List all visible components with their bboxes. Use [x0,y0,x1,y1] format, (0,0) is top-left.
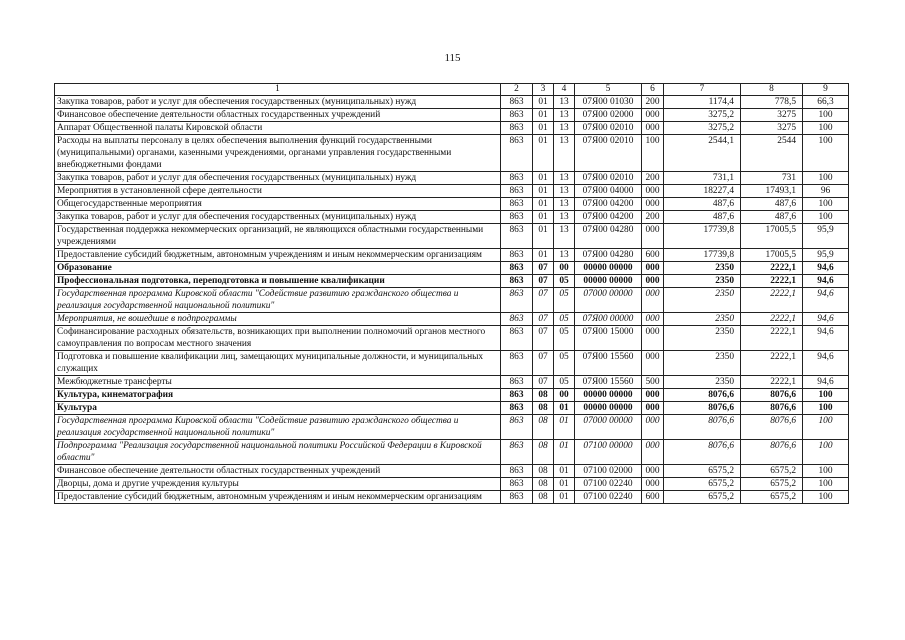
expense-type-cell: 000 [642,465,664,478]
section-cell: 08 [533,440,554,465]
expense-type-cell: 000 [642,185,664,198]
table-row [55,96,849,109]
planned-amount-cell: 8076,6 [664,440,741,465]
subsection-cell: 13 [554,109,575,122]
expense-type-cell: 000 [642,351,664,376]
column-header: 5 [575,84,642,96]
column-header: 6 [642,84,664,96]
item-name-cell: Софинансирование расходных обязательств, возникающих при выполнении полномочий органов местного самоуправления по вопросам местного значения [55,326,501,351]
planned-amount-cell: 2350 [664,262,741,275]
planned-amount-cell: 3275,2 [664,109,741,122]
column-header: 4 [554,84,575,96]
expense-type-cell: 000 [642,402,664,415]
actual-amount-cell: 487,6 [741,198,803,211]
subsection-cell: 05 [554,275,575,288]
planned-amount-cell: 487,6 [664,198,741,211]
item-name-cell: Закупка товаров, работ и услуг для обеспечения государственных (муниципальных) нужд [55,172,501,185]
target-item-cell: 07Я00 04280 [575,224,642,249]
subsection-cell: 01 [554,440,575,465]
column-header: 2 [501,84,533,96]
item-name-cell: Межбюджетные трансферты [55,376,501,389]
subsection-cell: 05 [554,313,575,326]
planned-amount-cell: 2544,1 [664,135,741,172]
admin-code-cell: 863 [501,135,533,172]
item-name-cell: Закупка товаров, работ и услуг для обеспечения государственных (муниципальных) нужд [55,96,501,109]
section-cell: 01 [533,109,554,122]
table-row [55,389,849,402]
planned-amount-cell: 2350 [664,288,741,313]
section-cell: 01 [533,249,554,262]
table-header-row [55,84,849,96]
table-row [55,198,849,211]
item-name-cell: Государственная программа Кировской области "Содействие развитию гражданского общества и реализация государственной национальной политики" [55,288,501,313]
section-cell: 08 [533,415,554,440]
planned-amount-cell: 731,1 [664,172,741,185]
actual-amount-cell: 8076,6 [741,440,803,465]
admin-code-cell: 863 [501,491,533,504]
expense-type-cell: 000 [642,288,664,313]
section-cell: 01 [533,211,554,224]
subsection-cell: 13 [554,249,575,262]
item-name-cell: Мероприятия, не вошедшие в подпрограммы [55,313,501,326]
actual-amount-cell: 2544 [741,135,803,172]
expense-type-cell: 000 [642,415,664,440]
admin-code-cell: 863 [501,326,533,351]
table-row [55,249,849,262]
execution-percent-cell: 100 [803,109,849,122]
planned-amount-cell: 6575,2 [664,478,741,491]
admin-code-cell: 863 [501,262,533,275]
table-row [55,376,849,389]
expense-type-cell: 000 [642,262,664,275]
table-row [55,185,849,198]
actual-amount-cell: 2222,1 [741,275,803,288]
expense-type-cell: 200 [642,211,664,224]
section-cell: 08 [533,491,554,504]
subsection-cell: 13 [554,96,575,109]
admin-code-cell: 863 [501,440,533,465]
item-name-cell: Государственная программа Кировской области "Содействие развитию гражданского общества и реализация государственной национальной политики" [55,415,501,440]
actual-amount-cell: 3275 [741,109,803,122]
planned-amount-cell: 2350 [664,376,741,389]
execution-percent-cell: 100 [803,415,849,440]
target-item-cell: 07100 02240 [575,478,642,491]
table-row [55,491,849,504]
column-header: 3 [533,84,554,96]
item-name-cell: Финансовое обеспечение деятельности областных государственных учреждений [55,109,501,122]
expense-type-cell: 000 [642,326,664,351]
target-item-cell: 07Я00 15560 [575,376,642,389]
subsection-cell: 00 [554,389,575,402]
target-item-cell: 07Я00 15000 [575,326,642,351]
actual-amount-cell: 2222,1 [741,326,803,351]
execution-percent-cell: 100 [803,478,849,491]
execution-percent-cell: 100 [803,122,849,135]
execution-percent-cell: 100 [803,402,849,415]
section-cell: 07 [533,326,554,351]
planned-amount-cell: 8076,6 [664,415,741,440]
expense-type-cell: 000 [642,122,664,135]
expense-type-cell: 600 [642,249,664,262]
section-cell: 01 [533,185,554,198]
admin-code-cell: 863 [501,389,533,402]
subsection-cell: 05 [554,376,575,389]
execution-percent-cell: 100 [803,440,849,465]
table-row [55,262,849,275]
actual-amount-cell: 2222,1 [741,351,803,376]
planned-amount-cell: 17739,8 [664,249,741,262]
column-header: 7 [664,84,741,96]
actual-amount-cell: 2222,1 [741,262,803,275]
item-name-cell: Образование [55,262,501,275]
execution-percent-cell: 94,6 [803,262,849,275]
admin-code-cell: 863 [501,402,533,415]
actual-amount-cell: 487,6 [741,211,803,224]
target-item-cell: 07000 00000 [575,415,642,440]
section-cell: 07 [533,351,554,376]
expense-type-cell: 000 [642,275,664,288]
target-item-cell: 07Я00 04200 [575,211,642,224]
target-item-cell: 07000 00000 [575,288,642,313]
item-name-cell: Подпрограмма "Реализация государственной национальной политики Российской Федерации в Кировской области" [55,440,501,465]
actual-amount-cell: 6575,2 [741,465,803,478]
item-name-cell: Подготовка и повышение квалификации лиц, замещающих муниципальные должности, и муниципальных служащих [55,351,501,376]
section-cell: 08 [533,478,554,491]
admin-code-cell: 863 [501,172,533,185]
admin-code-cell: 863 [501,288,533,313]
admin-code-cell: 863 [501,185,533,198]
section-cell: 07 [533,313,554,326]
budget-table [54,83,849,504]
execution-percent-cell: 96 [803,185,849,198]
subsection-cell: 01 [554,465,575,478]
item-name-cell: Предоставление субсидий бюджетным, автономным учреждениям и иным некоммерческим организациям [55,249,501,262]
page-number: 115 [444,52,461,64]
execution-percent-cell: 100 [803,389,849,402]
subsection-cell: 13 [554,185,575,198]
target-item-cell: 07Я00 00000 [575,313,642,326]
section-cell: 01 [533,224,554,249]
expense-type-cell: 000 [642,198,664,211]
subsection-cell: 13 [554,122,575,135]
expense-type-cell: 000 [642,109,664,122]
target-item-cell: 07100 00000 [575,440,642,465]
actual-amount-cell: 17005,5 [741,249,803,262]
actual-amount-cell: 2222,1 [741,313,803,326]
section-cell: 08 [533,389,554,402]
execution-percent-cell: 94,6 [803,313,849,326]
execution-percent-cell: 100 [803,198,849,211]
subsection-cell: 13 [554,172,575,185]
admin-code-cell: 863 [501,275,533,288]
planned-amount-cell: 2350 [664,326,741,351]
actual-amount-cell: 8076,6 [741,402,803,415]
admin-code-cell: 863 [501,249,533,262]
planned-amount-cell: 8076,6 [664,389,741,402]
actual-amount-cell: 2222,1 [741,376,803,389]
table-row [55,172,849,185]
subsection-cell: 01 [554,415,575,440]
execution-percent-cell: 66,3 [803,96,849,109]
admin-code-cell: 863 [501,351,533,376]
execution-percent-cell: 95,9 [803,249,849,262]
target-item-cell: 00000 00000 [575,402,642,415]
execution-percent-cell: 100 [803,491,849,504]
target-item-cell: 00000 00000 [575,275,642,288]
admin-code-cell: 863 [501,211,533,224]
section-cell: 07 [533,288,554,313]
target-item-cell: 07Я00 15560 [575,351,642,376]
planned-amount-cell: 8076,6 [664,402,741,415]
table-row [55,440,849,465]
subsection-cell: 13 [554,211,575,224]
planned-amount-cell: 6575,2 [664,491,741,504]
execution-percent-cell: 94,6 [803,376,849,389]
planned-amount-cell: 2350 [664,351,741,376]
section-cell: 01 [533,172,554,185]
table-row [55,109,849,122]
table-row [55,402,849,415]
section-cell: 01 [533,122,554,135]
item-name-cell: Государственная поддержка некоммерческих организаций, не являющихся областными государственными учреждениями [55,224,501,249]
section-cell: 08 [533,465,554,478]
expense-type-cell: 000 [642,389,664,402]
execution-percent-cell: 95,9 [803,224,849,249]
planned-amount-cell: 17739,8 [664,224,741,249]
planned-amount-cell: 2350 [664,275,741,288]
item-name-cell: Закупка товаров, работ и услуг для обеспечения государственных (муниципальных) нужд [55,211,501,224]
execution-percent-cell: 100 [803,211,849,224]
subsection-cell: 05 [554,288,575,313]
table-row [55,478,849,491]
item-name-cell: Дворцы, дома и другие учреждения культуры [55,478,501,491]
section-cell: 07 [533,275,554,288]
target-item-cell: 07Я00 01030 [575,96,642,109]
execution-percent-cell: 94,6 [803,351,849,376]
target-item-cell: 07100 02000 [575,465,642,478]
subsection-cell: 00 [554,262,575,275]
admin-code-cell: 863 [501,415,533,440]
section-cell: 01 [533,135,554,172]
column-header: 9 [803,84,849,96]
planned-amount-cell: 3275,2 [664,122,741,135]
planned-amount-cell: 2350 [664,313,741,326]
target-item-cell: 07Я00 04280 [575,249,642,262]
column-header: 1 [55,84,501,96]
expense-type-cell: 000 [642,478,664,491]
admin-code-cell: 863 [501,465,533,478]
table-row [55,135,849,172]
item-name-cell: Аппарат Общественной палаты Кировской области [55,122,501,135]
admin-code-cell: 863 [501,224,533,249]
target-item-cell: 07Я00 02010 [575,172,642,185]
column-header: 8 [741,84,803,96]
actual-amount-cell: 731 [741,172,803,185]
actual-amount-cell: 17493,1 [741,185,803,198]
table-row [55,288,849,313]
actual-amount-cell: 2222,1 [741,288,803,313]
target-item-cell: 00000 00000 [575,389,642,402]
admin-code-cell: 863 [501,198,533,211]
table-row [55,122,849,135]
admin-code-cell: 863 [501,109,533,122]
target-item-cell: 07Я00 02000 [575,109,642,122]
expense-type-cell: 500 [642,376,664,389]
execution-percent-cell: 94,6 [803,288,849,313]
item-name-cell: Общегосударственные мероприятия [55,198,501,211]
item-name-cell: Профессиональная подготовка, переподготовка и повышение квалификации [55,275,501,288]
subsection-cell: 01 [554,478,575,491]
planned-amount-cell: 1174,4 [664,96,741,109]
planned-amount-cell: 487,6 [664,211,741,224]
table-row [55,313,849,326]
item-name-cell: Предоставление субсидий бюджетным, автономным учреждениям и иным некоммерческим организациям [55,491,501,504]
actual-amount-cell: 8076,6 [741,389,803,402]
table-row [55,275,849,288]
expense-type-cell: 100 [642,135,664,172]
item-name-cell: Культура [55,402,501,415]
actual-amount-cell: 8076,6 [741,415,803,440]
subsection-cell: 05 [554,351,575,376]
section-cell: 01 [533,96,554,109]
item-name-cell: Расходы на выплаты персоналу в целях обеспечения выполнения функций государственными (муниципальными) органами, казенными учреждениями, органами управления государственными внебюджетными фондами [55,135,501,172]
section-cell: 08 [533,402,554,415]
target-item-cell: 07Я00 02010 [575,135,642,172]
table-row [55,326,849,351]
execution-percent-cell: 94,6 [803,326,849,351]
section-cell: 07 [533,376,554,389]
subsection-cell: 01 [554,402,575,415]
target-item-cell: 07Я00 04200 [575,198,642,211]
target-item-cell: 07Я00 04000 [575,185,642,198]
subsection-cell: 05 [554,326,575,351]
section-cell: 07 [533,262,554,275]
item-name-cell: Финансовое обеспечение деятельности областных государственных учреждений [55,465,501,478]
admin-code-cell: 863 [501,313,533,326]
target-item-cell: 07100 02240 [575,491,642,504]
table-row [55,351,849,376]
expense-type-cell: 000 [642,224,664,249]
admin-code-cell: 863 [501,122,533,135]
actual-amount-cell: 6575,2 [741,491,803,504]
execution-percent-cell: 100 [803,172,849,185]
expense-type-cell: 600 [642,491,664,504]
actual-amount-cell: 3275 [741,122,803,135]
expense-type-cell: 200 [642,172,664,185]
admin-code-cell: 863 [501,478,533,491]
subsection-cell: 01 [554,491,575,504]
target-item-cell: 00000 00000 [575,262,642,275]
expense-type-cell: 200 [642,96,664,109]
section-cell: 01 [533,198,554,211]
item-name-cell: Мероприятия в установленной сфере деятельности [55,185,501,198]
table-row [55,415,849,440]
actual-amount-cell: 6575,2 [741,478,803,491]
admin-code-cell: 863 [501,376,533,389]
execution-percent-cell: 94,6 [803,275,849,288]
admin-code-cell: 863 [501,96,533,109]
actual-amount-cell: 17005,5 [741,224,803,249]
execution-percent-cell: 100 [803,135,849,172]
table-row [55,224,849,249]
target-item-cell: 07Я00 02010 [575,122,642,135]
execution-percent-cell: 100 [803,465,849,478]
planned-amount-cell: 6575,2 [664,465,741,478]
planned-amount-cell: 18227,4 [664,185,741,198]
table-row [55,211,849,224]
subsection-cell: 13 [554,224,575,249]
table-row [55,465,849,478]
item-name-cell: Культура, кинематография [55,389,501,402]
subsection-cell: 13 [554,135,575,172]
expense-type-cell: 000 [642,313,664,326]
actual-amount-cell: 778,5 [741,96,803,109]
subsection-cell: 13 [554,198,575,211]
expense-type-cell: 000 [642,440,664,465]
